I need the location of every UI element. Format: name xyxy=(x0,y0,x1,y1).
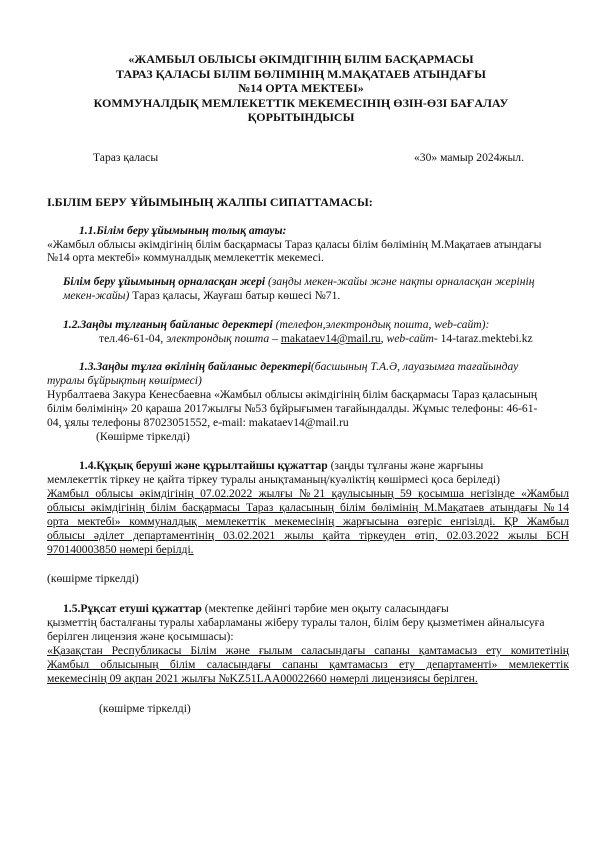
s12-email-link[interactable]: makataev14@mail.ru xyxy=(280,332,381,345)
s13-heading-line xyxy=(79,360,518,373)
s15-line-2: Жамбыл облысының білім саласындағы сапаны қамтамасыз ету департаменті» мемлекеттік xyxy=(47,658,569,671)
location-address: Тараз қаласы, Жауғаш батыр көшесі №71. xyxy=(129,289,341,302)
s12-phone: тел.46-61-04, xyxy=(99,332,164,345)
s13-line-3: 04, ұялы телефоны 87023051552, e-mail: makataev14@mail.ru xyxy=(47,416,349,429)
title-line-3: №14 ОРТА МЕКТЕБІ» xyxy=(238,81,364,96)
s15-line-1: «Қазақстан Республикасы Білім және ғылым саласындағы сапаны қамтамасыз ету комитетінің xyxy=(47,644,569,657)
location-note-1: (заңды мекен-жайы және нақты орналасқан жерінің xyxy=(265,275,535,288)
s13-copy-note: (Көшірме тіркелді) xyxy=(96,430,190,443)
location-note-2: мекен-жайы) xyxy=(63,289,130,302)
location-label: Білім беру ұйымының орналасқан жері xyxy=(63,275,266,288)
s12-heading-line xyxy=(63,318,489,331)
s12-site-label: , web-сайт xyxy=(380,332,434,345)
s14-heading: 1.4.Құқық беруші және құрылтайшы құжаттар xyxy=(79,459,328,472)
s12-email-label: электрондық пошта – xyxy=(163,332,281,345)
s13-note-2: туралы бұйрықтың көшірмесі) xyxy=(47,374,202,387)
s13-line-1: Нурбалтаева Закура Кенесбаевна «Жамбыл облысы әкімдігінің білім басқармасы Тараз қаласының xyxy=(47,388,538,401)
document-date: «30» мамыр 2024жыл. xyxy=(414,151,524,164)
s14-heading-line xyxy=(79,459,483,472)
s14-line-1: Жамбыл облысы әкімдігінің 07.02.2022 жылғы №21 қаулысының 59 қосымша негізінде «Жамбыл xyxy=(47,487,569,500)
s14-line-4: облысы әділет департаментінің 03.02.2021 жылы қайта тіркеуден өтіп, 02.03.2022 жылы БСН xyxy=(47,529,569,542)
s11-heading: 1.1.Білім беру ұйымының толық атауы: xyxy=(79,224,287,237)
s15-copy-note: (көшірме тіркелді) xyxy=(99,702,191,715)
city-label: Тараз қаласы xyxy=(93,151,159,164)
s13-note-1: (басшының Т.А.Ә, лауазымға тағайындау xyxy=(310,360,519,373)
s14-line-5: 970140003850 нөмері берілді. xyxy=(47,543,194,556)
location-line-2 xyxy=(63,289,340,302)
s11-line-2: №14 орта мектебі» коммуналдық мемлекеттік мекемесі. xyxy=(47,251,324,264)
s15-heading-line xyxy=(63,602,449,615)
s15-line-3: мекемесінің 09 ақпан 2021 жылғы №KZ51LAA00022660 нөмерлі лицензиясы берілген. xyxy=(47,672,478,685)
location-line-1 xyxy=(63,275,534,288)
s15-note-1: (мектепке дейінгі тәрбие мен оқыту саласындағы xyxy=(201,602,449,615)
title-line-5: ҚОРЫТЫНДЫСЫ xyxy=(247,110,355,125)
s12-heading: 1.2.Заңды тұлғаның байланыс деректері xyxy=(63,318,273,331)
s14-note-1: (заңды тұлғаны және жарғыны xyxy=(327,459,484,472)
s12-note: (телефон,электрондық пошта, web-сайт): xyxy=(272,318,490,331)
s14-line-2: облысы әкімдігінің білім басқармасы Тараз қаласының білім бөлімінің М.Мақатаев атындағы №14 xyxy=(47,501,569,514)
title-line-1: «ЖАМБЫЛ ОБЛЫСЫ ӘКІМДІГІНІҢ БІЛІМ БАСҚАРМАСЫ xyxy=(128,52,474,66)
title-line-2: ТАРАЗ ҚАЛАСЫ БІЛІМ БӨЛІМІНІҢ М.МАҚАТАЕВ АТЫНДАҒЫ xyxy=(116,66,486,81)
title-line-4: КОММУНАЛДЫҚ МЕМЛЕКЕТТІК МЕКЕМЕСІНІҢ ӨЗІН-ӨЗІ БАҒАЛАУ xyxy=(93,95,509,110)
s14-line-3: орта мектебі» коммуналдық мемлекеттік мекемесінің жарғысына өзгеріс енгізілді. ҚР Жамбыл xyxy=(47,515,569,528)
document-title xyxy=(60,52,542,125)
s11-line-1: «Жамбыл облысы әкімдігінің білім басқармасы Тараз қаласы білім бөлімінің М.Мақатаев атындағы xyxy=(47,238,542,251)
s15-note-2: қызметтің басталғаны туралы хабарламаны жіберу туралы талон, білім беру қызметімен айналысуға xyxy=(47,616,545,629)
s12-contacts xyxy=(99,332,533,345)
s14-note-2: мемлекеттік тіркеу не қайта тіркеу туралы анықтаманың/куәліктің көшірмесі қоса беріледі) xyxy=(47,473,500,486)
s12-site: - 14-taraz.mektebi.kz xyxy=(433,332,533,345)
s15-heading: 1.5.Рұқсат етуші құжаттар xyxy=(63,602,202,615)
s14-copy-note: (көшірме тіркелді) xyxy=(47,572,139,585)
s13-heading: 1.3.Заңды тұлға өкілінің байланыс деректері xyxy=(79,360,311,373)
section-heading: I.БІЛІМ БЕРУ ҰЙЫМЫНЫҢ ЖАЛПЫ СИПАТТАМАСЫ: xyxy=(47,195,373,209)
s15-note-3: берілген лицензия және қосымшасы): xyxy=(47,630,234,643)
s13-line-2: білім бөлімінің» 20 қараша 2017жылғы №53 бұйрығымен тағайындалды. Жұмыс телефоны: 46-61- xyxy=(47,402,538,415)
